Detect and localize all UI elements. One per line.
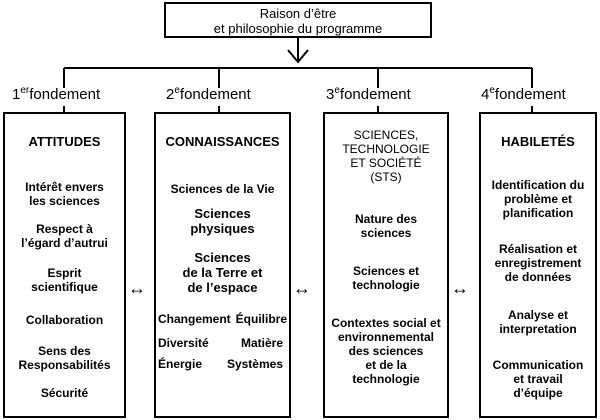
list-item	[5, 222, 124, 250]
concept-label: Diversité	[158, 336, 209, 350]
concept-label: Matière	[240, 336, 283, 350]
foundation-number: 4	[481, 86, 490, 103]
item-line: Nature des	[354, 212, 418, 226]
foundation-ordinal: e	[174, 85, 180, 96]
knowledge-column	[154, 112, 291, 418]
list-item	[5, 266, 124, 294]
concept-label: Systèmes	[226, 357, 283, 371]
column-heading: CONNAISSANCES	[165, 134, 280, 149]
list-item	[5, 313, 124, 327]
bidirectional-arrow-icon: ↔	[293, 278, 311, 298]
list-item	[5, 180, 124, 208]
item-line: des sciences	[348, 344, 424, 358]
sts-column	[323, 112, 449, 418]
foundation-number: 1	[12, 86, 21, 103]
heading-line: (STS)	[370, 170, 402, 184]
item-line: Contextes social et	[331, 316, 441, 330]
foundation-ordinal: er	[20, 85, 30, 96]
foundation-number: 2	[166, 86, 175, 103]
concept-label: Équilibre	[235, 312, 287, 326]
item-line: scientifique	[31, 280, 98, 294]
list-item	[325, 212, 447, 240]
foundation-ordinal: e	[489, 85, 495, 96]
item-line: physiques	[190, 221, 255, 236]
column-heading: HABILETÉS	[501, 134, 575, 149]
foundation-word: fondement	[339, 86, 411, 103]
list-item	[156, 206, 289, 236]
list-item	[481, 358, 595, 400]
item-line: Sciences	[194, 250, 251, 265]
foundation-number: 3	[326, 86, 335, 103]
foundation-title-2	[166, 86, 251, 103]
foundation-word: fondement	[179, 86, 251, 103]
item-line: technologie	[352, 278, 420, 292]
item-line: Sciences	[194, 206, 251, 221]
foundation-title-1	[12, 86, 100, 103]
list-item	[481, 308, 595, 336]
item-line: d’équipe	[513, 386, 563, 400]
item-line: Sens des	[38, 344, 91, 358]
item-line: Respect à	[36, 222, 93, 236]
skills-column	[479, 112, 597, 418]
item-line: Sciences et	[352, 264, 420, 278]
attitudes-column	[3, 112, 126, 418]
list-item	[481, 178, 595, 220]
item-line: problème et	[503, 192, 572, 206]
item-line: Réalisation et	[498, 242, 578, 256]
item-line: et travail	[513, 372, 563, 386]
foundation-word: fondement	[494, 86, 566, 103]
item-line: Identification du	[491, 178, 585, 192]
list-item	[5, 386, 124, 400]
item-line: Communication	[492, 358, 584, 372]
item-line: Sciences de la Vie	[170, 182, 275, 196]
list-item	[5, 344, 124, 372]
item-line: Analyse et	[507, 308, 569, 322]
foundation-ordinal: e	[334, 85, 340, 96]
foundation-word: fondement	[29, 86, 101, 103]
list-item	[325, 316, 447, 386]
item-line: Sécurité	[40, 386, 89, 400]
item-line: enregistrement	[494, 256, 582, 270]
item-line: sciences	[360, 226, 412, 240]
item-line: planification	[502, 206, 574, 220]
item-line: technologie	[352, 372, 420, 386]
item-line: Intérêt envers	[25, 180, 104, 194]
foundation-title-3	[326, 86, 411, 103]
item-line: environnemental	[337, 330, 435, 344]
item-line: Responsabilités	[18, 358, 111, 372]
list-item	[156, 250, 289, 295]
item-line: de l’espace	[187, 280, 258, 295]
item-line: Collaboration	[25, 313, 104, 327]
bidirectional-arrow-icon: ↔	[451, 278, 469, 298]
item-line: Esprit	[47, 266, 82, 280]
list-item	[325, 264, 447, 292]
rationale-line-2: et philosophie du programme	[213, 21, 383, 36]
foundation-title-4	[481, 86, 566, 103]
item-line: l’égard d’autrui	[21, 236, 108, 250]
concept-label: Énergie	[158, 357, 203, 371]
heading-line: TECHNOLOGIE	[342, 142, 430, 156]
item-line: interpretation	[499, 322, 577, 336]
column-heading	[325, 128, 447, 184]
list-item	[481, 242, 595, 284]
list-item	[156, 182, 289, 196]
rationale-line-1: Raison d’être	[259, 6, 337, 21]
concept-label: Changement	[158, 312, 231, 326]
heading-line: SCIENCES,	[353, 128, 419, 142]
item-line: et de la	[365, 358, 407, 372]
column-heading: ATTITUDES	[28, 134, 101, 149]
item-line: de données	[504, 270, 572, 284]
item-line: de la Terre et	[182, 265, 263, 280]
bidirectional-arrow-icon: ↔	[128, 278, 146, 298]
item-line: les sciences	[29, 194, 100, 208]
heading-line: ET SOCIÉTÉ	[350, 156, 422, 170]
